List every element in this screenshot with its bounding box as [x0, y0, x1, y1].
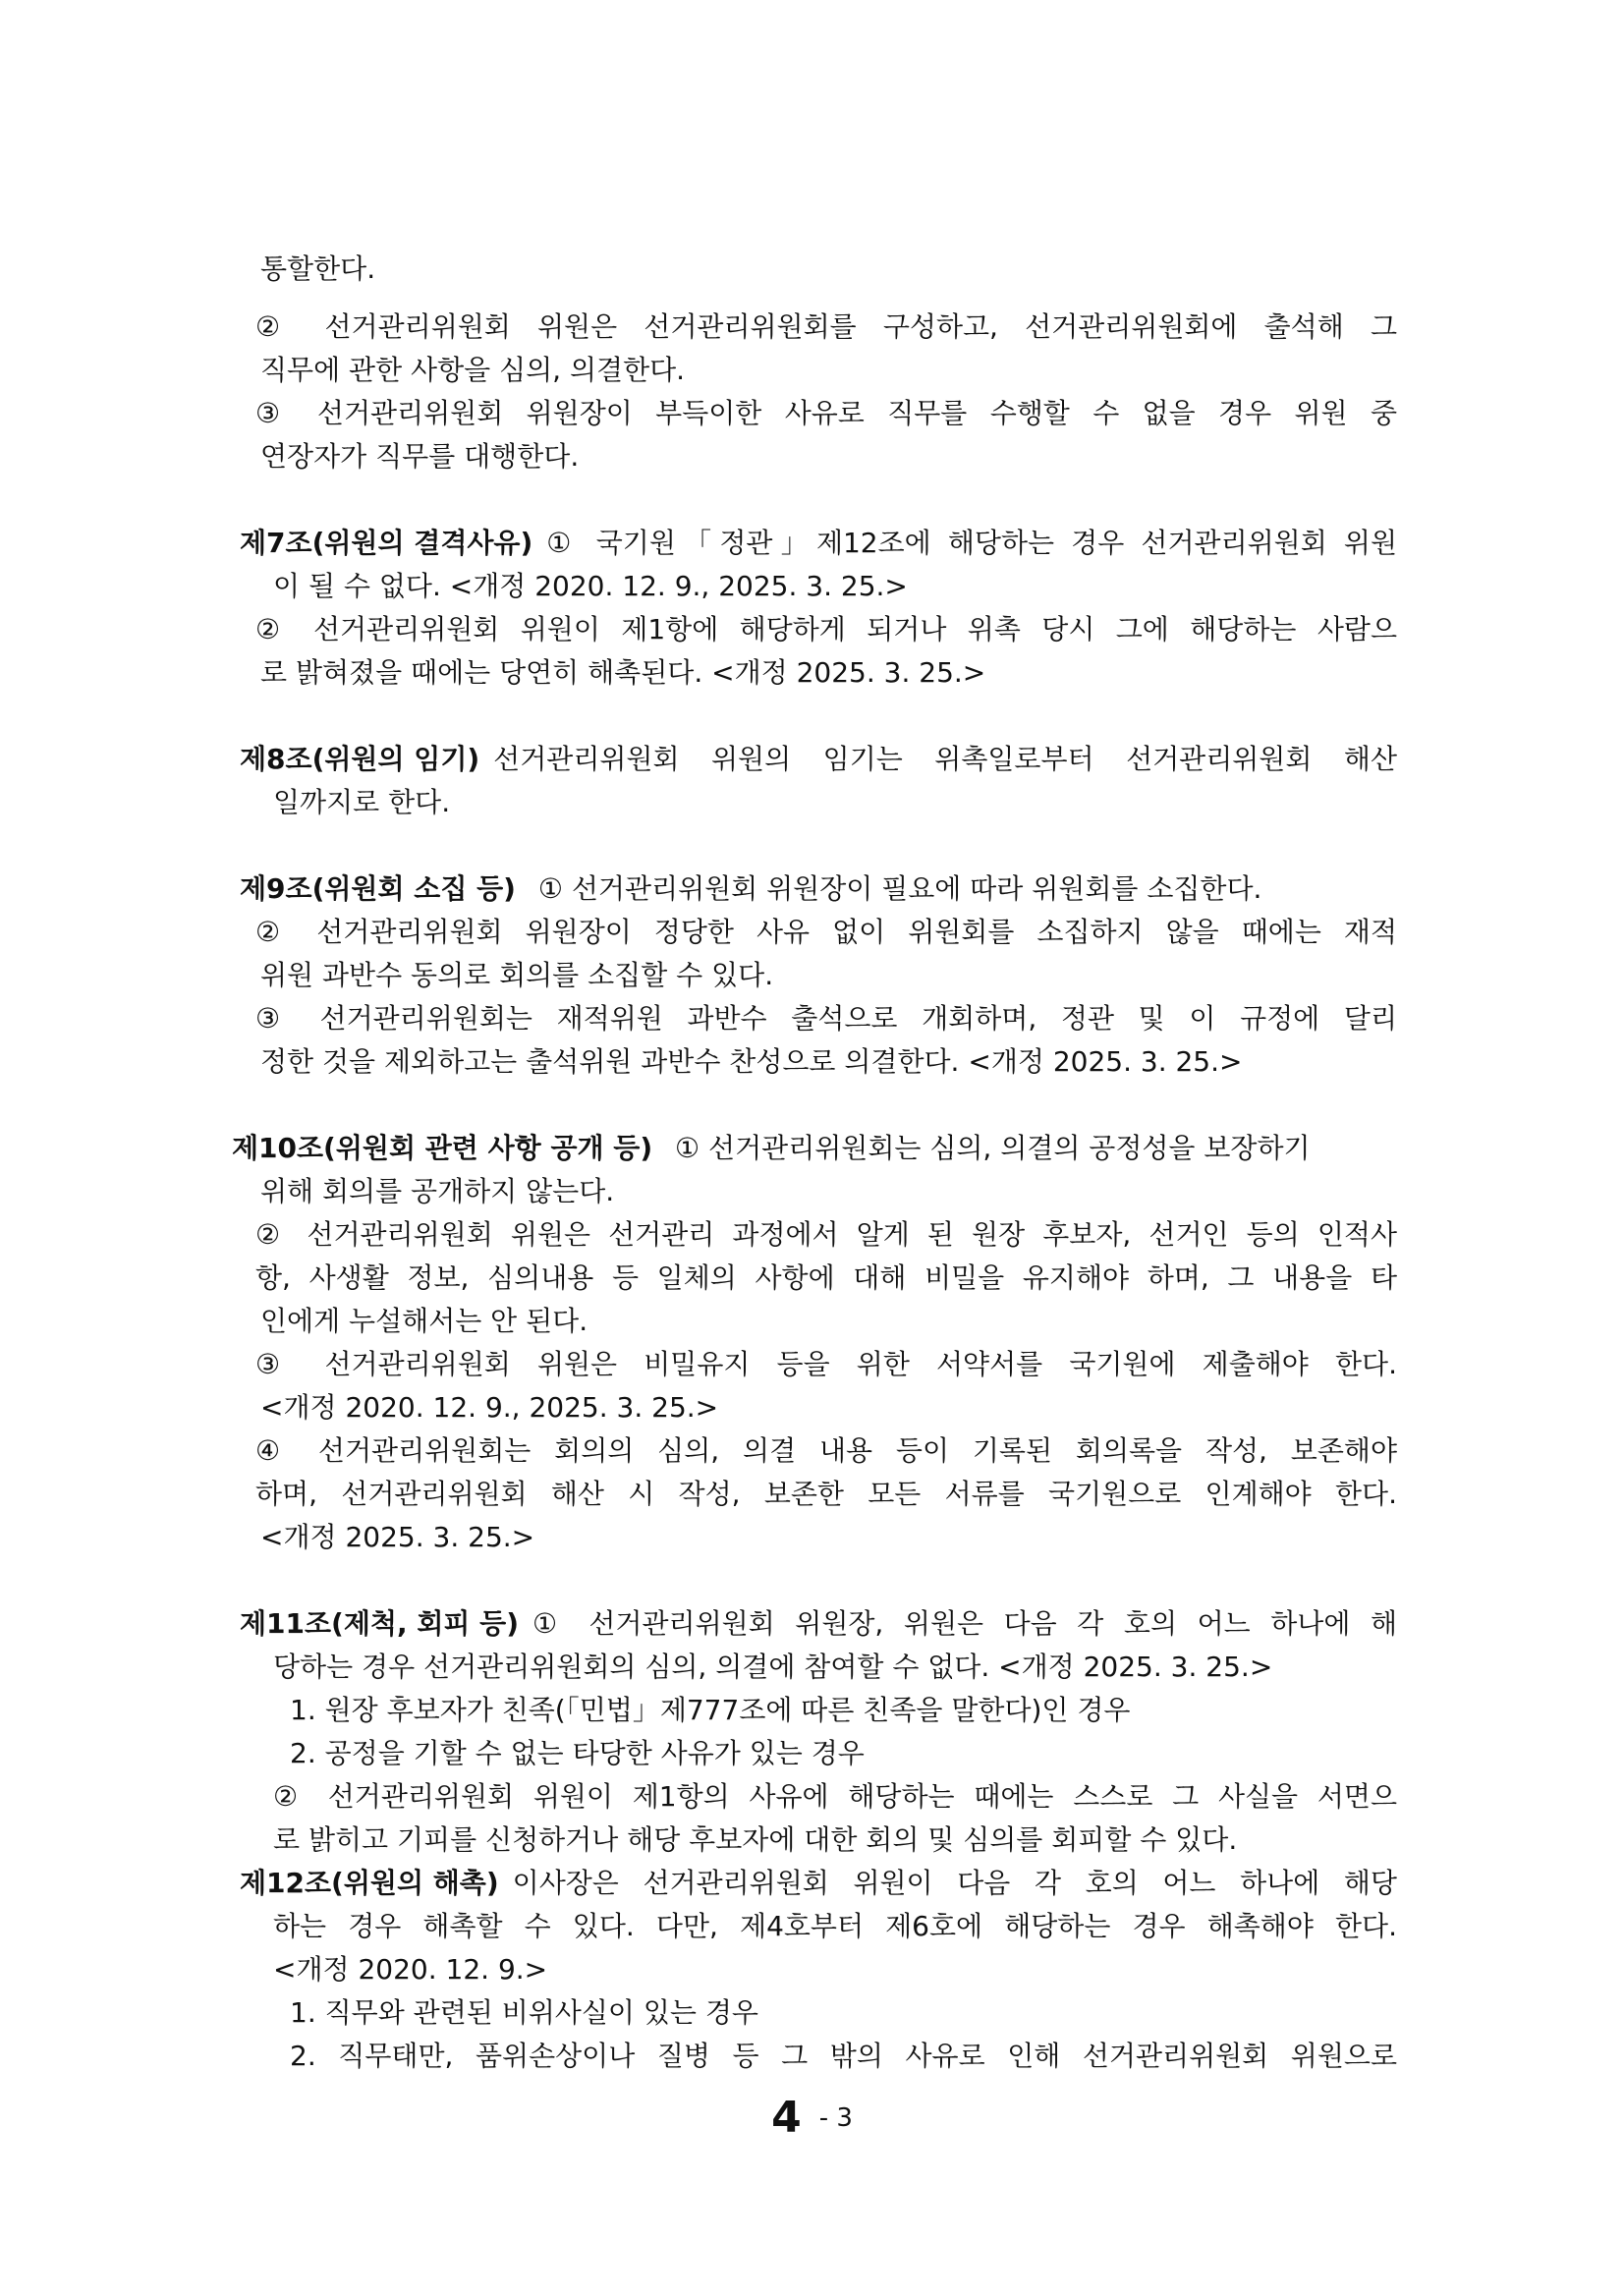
text-line: <개정 2020. 12. 9., 2025. 3. 25.> — [260, 1391, 719, 1424]
article-10-first-line — [232, 1129, 1311, 1168]
text-line: 하며, 선거관리위원회 해산 시 작성, 보존한 모든 서류를 국기원으로 인계해야 한다. — [255, 1478, 1397, 1510]
article-heading: 제11조(제척, 회피 등) — [240, 1607, 520, 1640]
page-number: 4 — [771, 2093, 802, 2143]
text-line: ③ 선거관리위원회 위원장이 부득이한 사유로 직무를 수행할 수 없을 경우 위원 중 — [255, 397, 1397, 429]
text-line: ① 선거관리위원회 위원장, 위원은 다음 각 호의 어느 하나에 해 — [532, 1607, 1397, 1640]
text-line: ③ 선거관리위원회는 재적위원 과반수 출석으로 개회하며, 정관 및 이 규정에 달리 — [255, 1002, 1397, 1035]
text-line: ② 선거관리위원회 위원장이 정당한 사유 없이 위원회를 소집하지 않을 때에는 재적 — [255, 916, 1397, 948]
text-line: 항, 사생활 정보, 심의내용 등 일체의 사항에 대해 비밀을 유지해야 하며, 그 내용을 타 — [255, 1261, 1397, 1294]
text-line: 위해 회의를 공개하지 않는다. — [260, 1175, 615, 1207]
article-9-first-line — [240, 869, 1261, 909]
text-line: ④ 선거관리위원회는 회의의 심의, 의결 내용 등이 기록된 회의록을 작성, 보존해야 — [255, 1434, 1397, 1467]
text-line: ① 선거관리위원회 위원장이 필요에 따라 위원회를 소집한다. — [537, 872, 1262, 905]
text-line: 직무에 관한 사항을 심의, 의결한다. — [260, 354, 686, 386]
text-line: ③ 선거관리위원회 위원은 비밀유지 등을 위한 서약서를 국기원에 제출해야 한다. — [255, 1348, 1397, 1380]
text-line: 당하는 경우 선거관리위원회의 심의, 의결에 참여할 수 없다. <개정 2025. 3. 25.> — [273, 1651, 1273, 1683]
page-subnumber: - 3 — [818, 2102, 853, 2133]
article-heading: 제10조(위원회 관련 사항 공개 등) — [232, 1132, 653, 1164]
text-line: 일까지로 한다. — [273, 786, 451, 818]
article-heading: 제7조(위원의 결격사유) — [240, 527, 533, 559]
article-11-first-line — [240, 1604, 1397, 1644]
list-item: 1. 원장 후보자가 친족(「민법」제777조에 따른 친족을 말한다)인 경우 — [290, 1694, 1131, 1726]
text-line: ② 선거관리위원회 위원은 선거관리 과정에서 알게 된 원장 후보자, 선거인 등의 인적사 — [255, 1218, 1397, 1251]
text-line: 로 밝히고 기피를 신청하거나 해당 후보자에 대한 회의 및 심의를 회피할 수 있다. — [273, 1823, 1238, 1856]
list-item: 1. 직무와 관련된 비위사실이 있는 경우 — [290, 1996, 758, 2029]
text-line: 선거관리위원회 위원의 임기는 위촉일로부터 선거관리위원회 해산 — [493, 743, 1397, 775]
article-8-first-line — [240, 740, 1397, 779]
article-12-first-line — [240, 1864, 1397, 1903]
text-line: 로 밝혀졌을 때에는 당연히 해촉된다. <개정 2025. 3. 25.> — [260, 656, 986, 689]
article-heading: 제8조(위원의 임기) — [240, 743, 480, 775]
article-heading: 제9조(위원회 소집 등) — [240, 872, 516, 905]
text-line: ① 선거관리위원회는 심의, 의결의 공정성을 보장하기 — [675, 1132, 1311, 1164]
text-line: <개정 2020. 12. 9.> — [273, 1953, 548, 1986]
text-line: ② 선거관리위원회 위원이 제1항에 해당하게 되거나 위촉 당시 그에 해당하는 사람으 — [255, 613, 1397, 645]
text-line: 하는 경우 해촉할 수 있다. 다만, 제4호부터 제6호에 해당하는 경우 해촉해야 한다. — [273, 1910, 1397, 1942]
text-line: ② 선거관리위원회 위원은 선거관리위원회를 구성하고, 선거관리위원회에 출석해 그 — [255, 310, 1397, 343]
text-line: ② 선거관리위원회 위원이 제1항의 사유에 해당하는 때에는 스스로 그 사실을 서면으 — [273, 1780, 1397, 1813]
text-line: 통할한다. — [260, 252, 376, 285]
list-item: 2. 공정을 기할 수 없는 타당한 사유가 있는 경우 — [290, 1737, 865, 1769]
list-item: 2. 직무태만, 품위손상이나 질병 등 그 밖의 사유로 인해 선거관리위원회 위원으로 — [290, 2040, 1397, 2072]
article-7-first-line — [240, 524, 1397, 563]
text-line: 위원 과반수 동의로 회의를 소집할 수 있다. — [260, 959, 774, 991]
page-footer — [0, 2093, 1624, 2143]
text-line: <개정 2025. 3. 25.> — [260, 1521, 535, 1553]
article-heading: 제12조(위원의 해촉) — [240, 1867, 499, 1899]
text-line: 인에게 누설해서는 안 된다. — [260, 1305, 588, 1337]
text-line: 정한 것을 제외하고는 출석위원 과반수 찬성으로 의결한다. <개정 2025. 3. 25.> — [260, 1045, 1243, 1078]
text-line: 이 될 수 없다. <개정 2020. 12. 9., 2025. 3. 25.> — [273, 570, 908, 602]
text-line: 이사장은 선거관리위원회 위원이 다음 각 호의 어느 하나에 해당 — [512, 1867, 1397, 1899]
text-line: 연장자가 직무를 대행한다. — [260, 440, 580, 473]
text-line: ① 국기원「정관」제12조에 해당하는 경우 선거관리위원회 위원 — [546, 527, 1397, 559]
